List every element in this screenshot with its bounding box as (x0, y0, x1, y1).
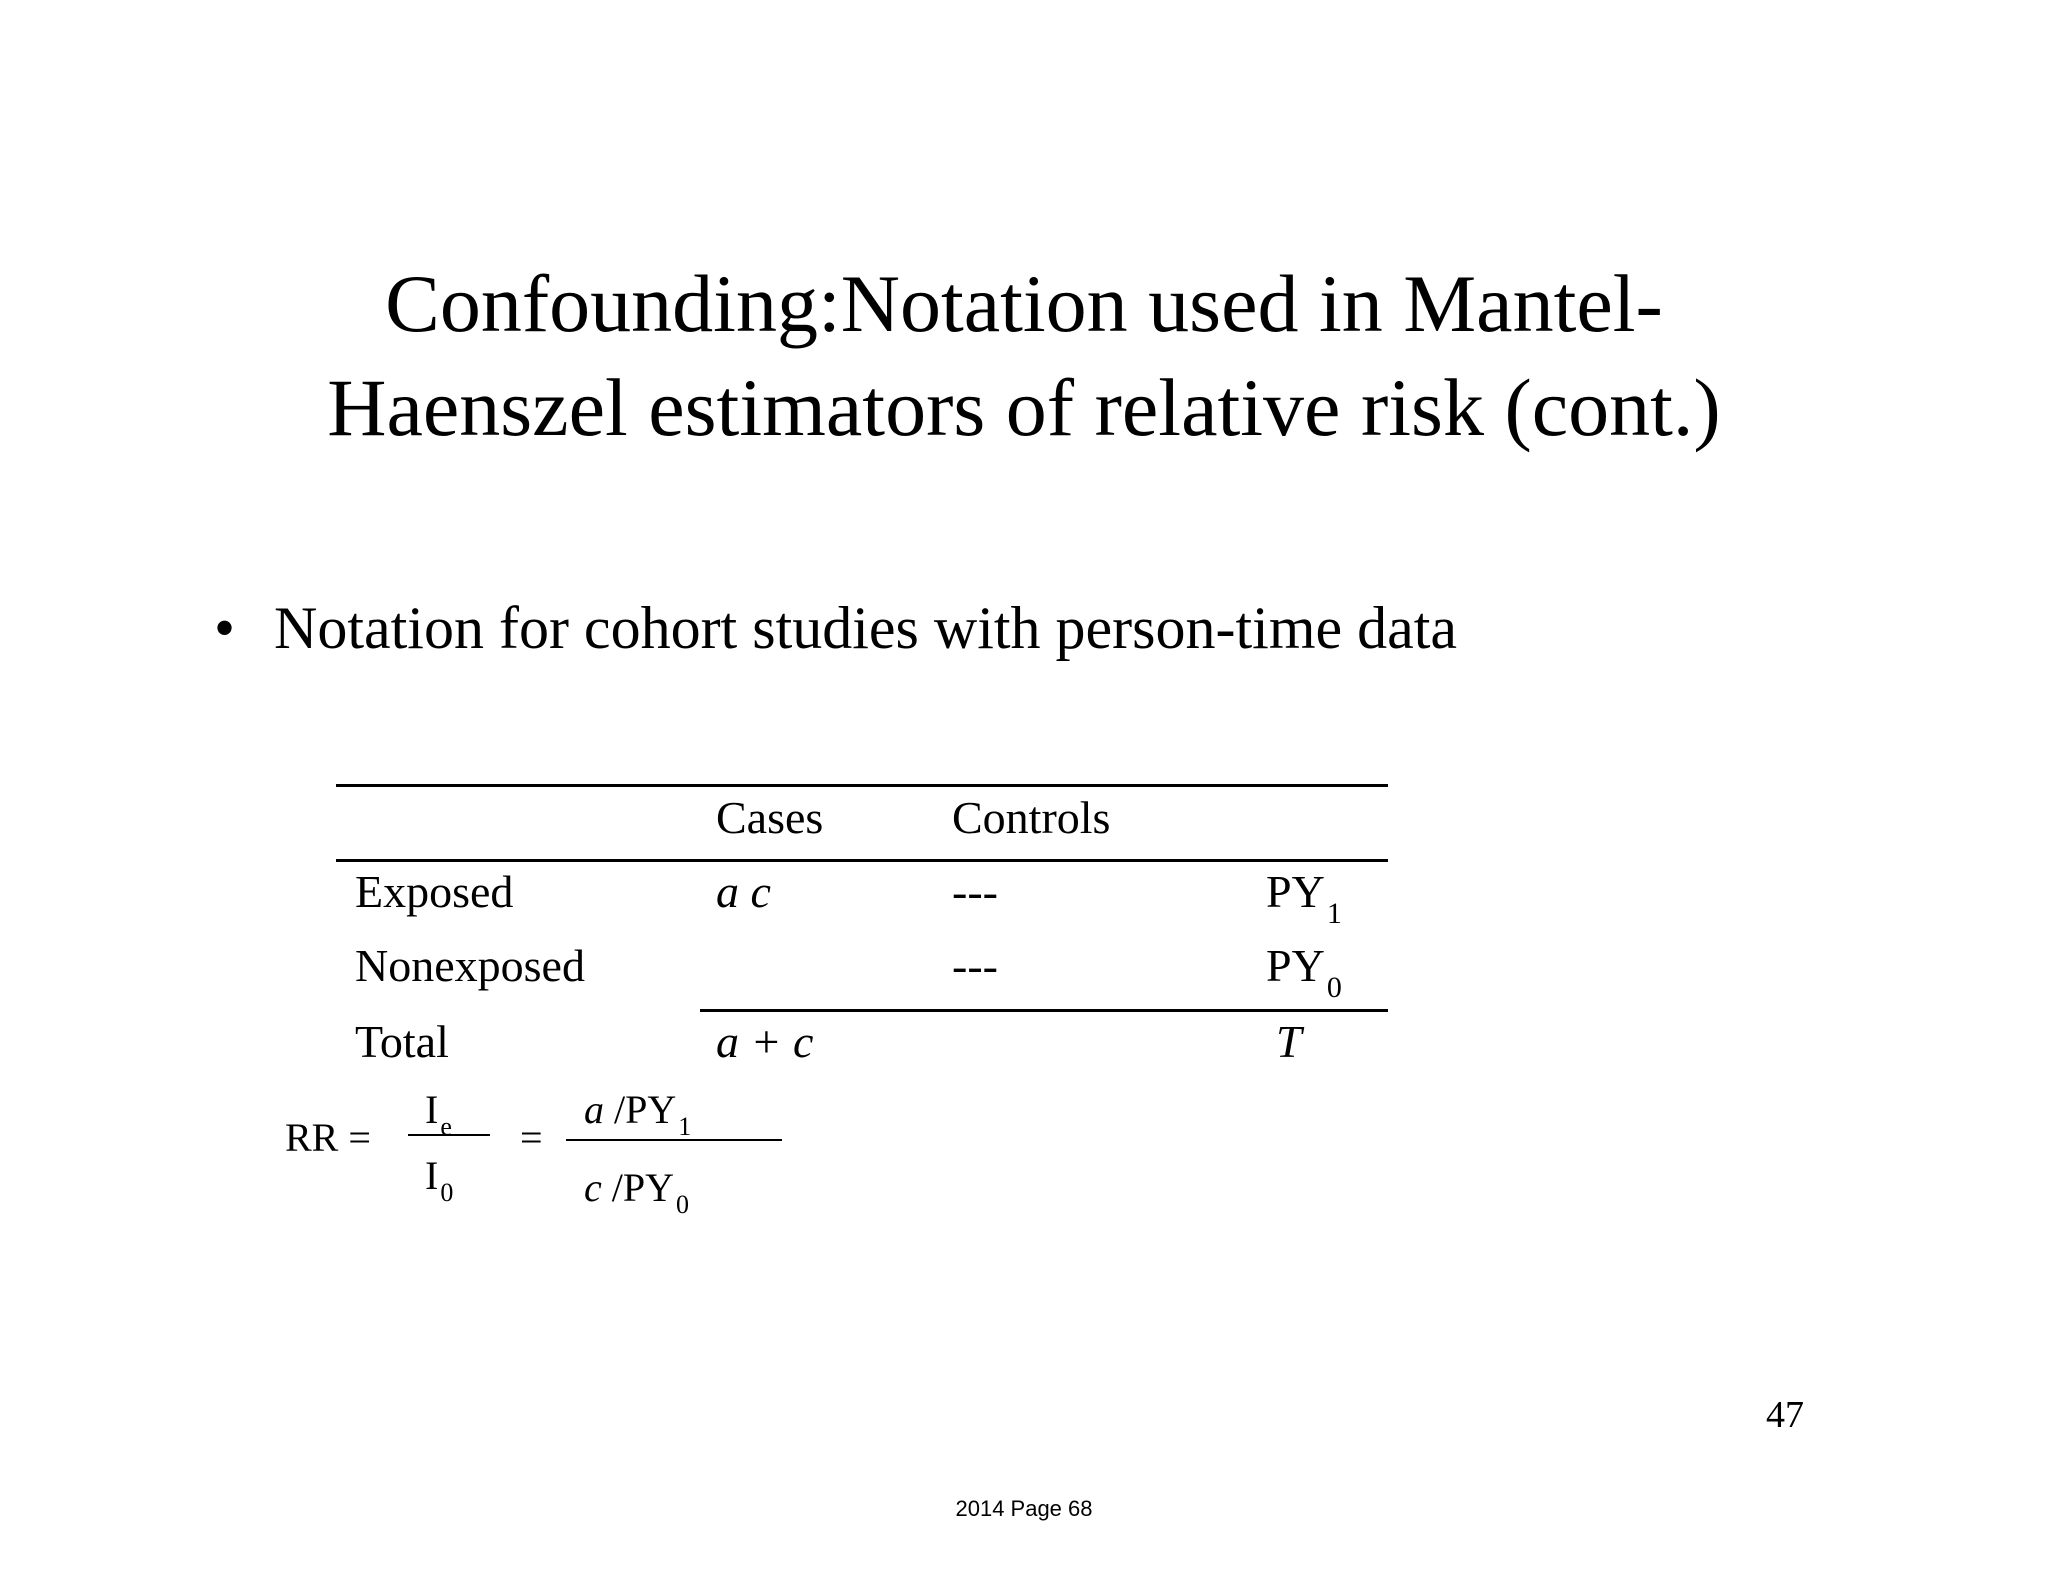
formula-lhs: RR = (285, 1115, 371, 1160)
formula-fraction-bar-1 (408, 1134, 490, 1136)
formula-denominator: c $/PY_0$ (584, 1165, 690, 1219)
bullet-text: Notation for cohort studies with person-time data (274, 595, 1458, 661)
formula-ie: $I_e$ (425, 1087, 452, 1141)
slide-title (0, 252, 2048, 460)
formula-i0: $I_0$ (425, 1153, 454, 1207)
header-cases: Cases (716, 792, 824, 843)
bullet-item (214, 592, 1457, 664)
header-controls: Controls (952, 792, 1111, 843)
table-header-rule (336, 859, 1388, 862)
formula-equals: = (520, 1115, 543, 1160)
exposed-cases: a c (716, 866, 771, 917)
slide-title-line-1: Confounding:Notation used in Mantel- (385, 258, 1663, 349)
bullet-marker: • (214, 595, 236, 661)
exposed-person-time: $PY_1$ (1266, 866, 1342, 930)
slide-number: 47 (1766, 1394, 1804, 1436)
exposed-controls: --- (952, 866, 998, 917)
nonexposed-person-time: $PY_0$ (1266, 940, 1342, 1004)
row-label-total: Total (355, 1016, 449, 1067)
total-person-time: T (1276, 1016, 1302, 1067)
slide-title-line-2: Haenszel estimators of relative risk (cont.) (327, 362, 1721, 453)
page-footer: 2014 Page 68 (955, 1496, 1093, 1521)
nonexposed-controls: --- (952, 940, 998, 991)
formula-fraction-bar-2 (566, 1139, 782, 1141)
row-label-exposed: Exposed (355, 866, 514, 917)
formula-numerator: a $/PY_1$ (584, 1087, 692, 1141)
table-total-rule (700, 1009, 1388, 1012)
total-cases: a + c (716, 1016, 814, 1067)
row-label-nonexposed: Nonexposed (355, 940, 585, 991)
table-top-rule (336, 784, 1388, 787)
